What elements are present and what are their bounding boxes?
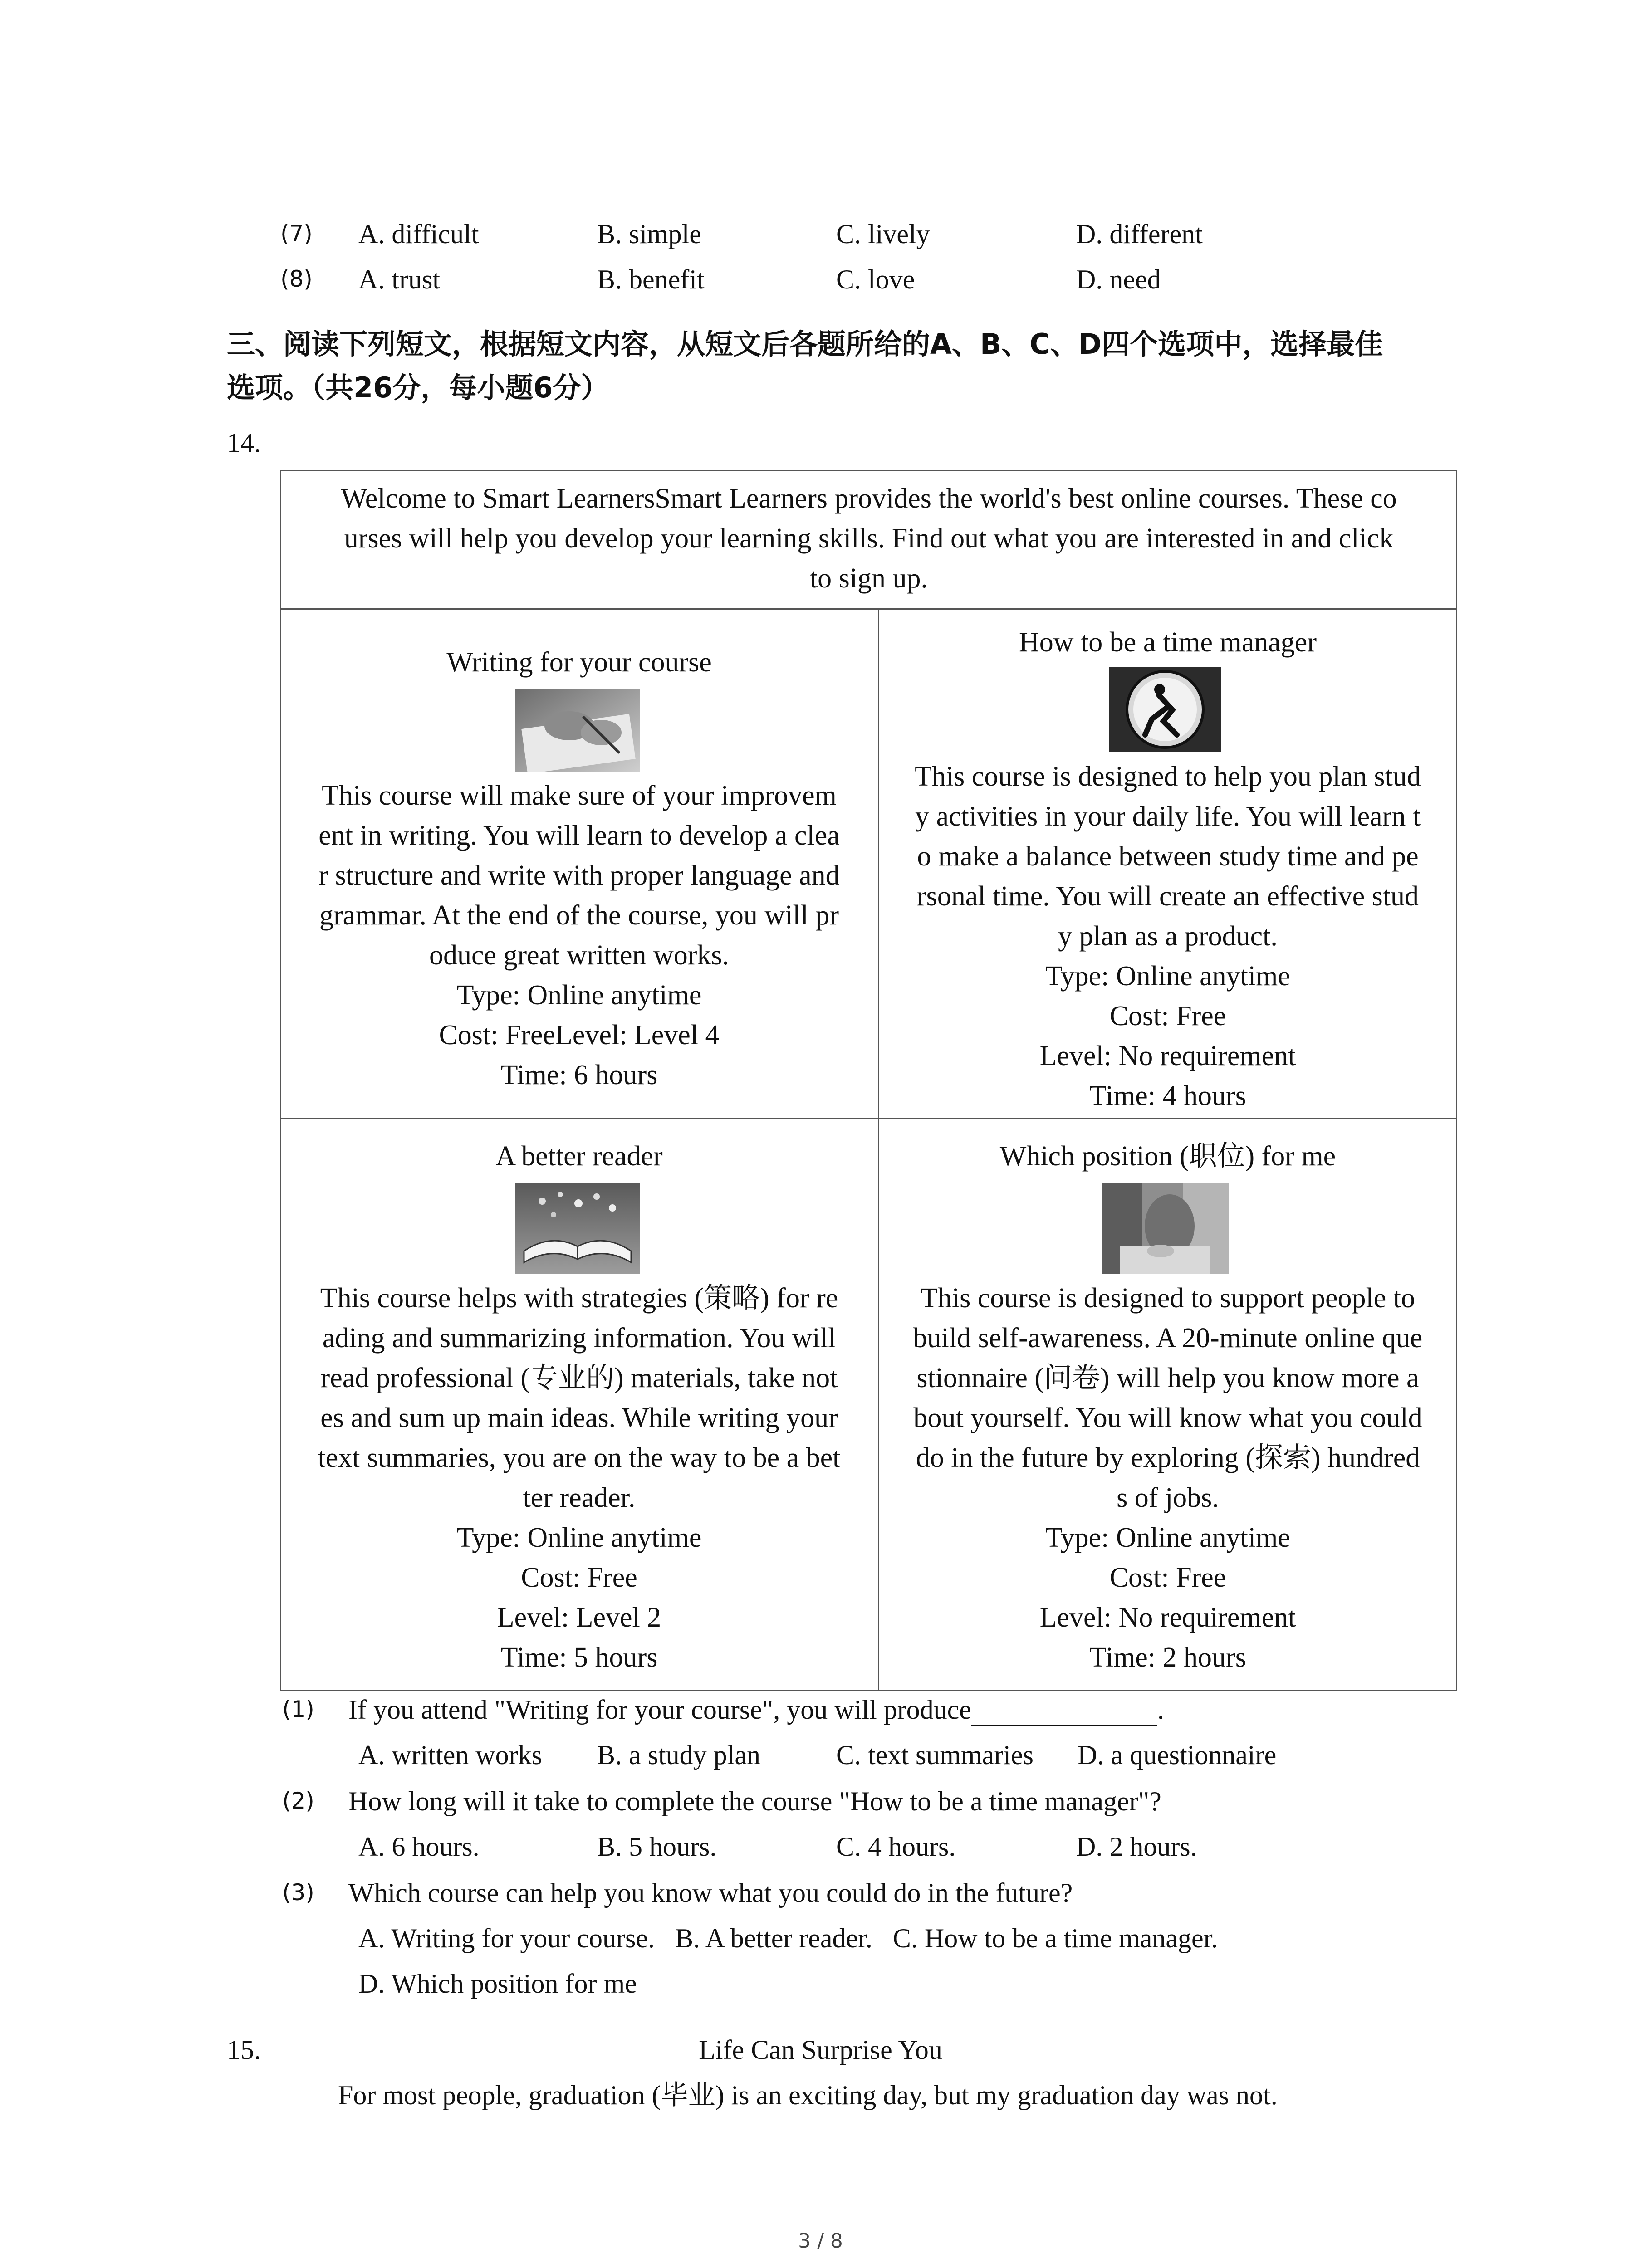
table-intro: [281, 479, 1456, 598]
sub-question-stem: Which course can help you know what you could do in the future?: [348, 1878, 1073, 1908]
option-line: A. Writing for your course. B. A better reader. C. How to be a time manager.: [358, 1923, 1218, 1953]
page-number: 3 / 8: [798, 2229, 843, 2253]
question-14-number: 14.: [227, 428, 261, 458]
course-title: Writing for your course: [446, 647, 712, 678]
course-title: How to be a time manager: [1019, 627, 1317, 658]
course-description: This course is designed to support people to build self-awareness. A 20-minute online que stionnaire (问卷) will help you know more a bout yourself. You will know what you could do in the future by exploring (探索) hundred s of jobs. Type: Online anytime Cost: Free Level: No requirement Time: 2 hours: [913, 1283, 1423, 1673]
course-title: Which position (职位) for me: [999, 1141, 1336, 1172]
sub-question-number: (2): [282, 1788, 314, 1814]
question-number: (7): [280, 220, 313, 247]
option-d: D. a questionnaire: [1078, 1740, 1277, 1770]
section-heading-line1: 三、阅读下列短文，根据短文内容，从短文后各题所给的A、B、C、D四个选项中，选择最佳: [227, 327, 1383, 361]
option-d: D. different: [1076, 219, 1203, 249]
open-book-photo: [515, 1183, 640, 1274]
option-a: A. trust: [358, 264, 440, 294]
passage-title: Life Can Surprise You: [699, 2035, 942, 2065]
table-divider: [878, 608, 879, 1691]
sub-question-number: (3): [282, 1879, 314, 1906]
course-description: This course will make sure of your improvem ent in writing. You will learn to develop a clea r structure and write with proper language and grammar. At the end of the course, you will pr oduce great written works. Type: Online anytime Cost: FreeLevel: Level 4 Time: 6 hours: [318, 780, 840, 1090]
intro-line: urses will help you develop your learning skills. Find out what you are interested in and click: [344, 523, 1394, 554]
option-d: D. Which position for me: [358, 1969, 637, 1999]
option-b: B. a study plan: [597, 1740, 760, 1770]
interview-photo: [1102, 1183, 1229, 1274]
sub-question-stem: If you attend "Writing for your course", you will produce .: [348, 1693, 1164, 1726]
course-description: This course helps with strategies (策略) for re ading and summarizing information. You will read professional (专业的) materials, take not es and sum up main ideas. While writing your text summaries, you are on the way to be a bet ter reader. Type: Online anytime Cost: Free Level: Level 2 Time: 5 hours: [318, 1283, 841, 1673]
option-a: A. difficult: [358, 219, 479, 249]
course-description: This course is designed to help you plan stud y activities in your daily life. You will learn t o make a balance between study time and pe rsonal time. You will create an effective stud y plan as a product. Type: Online anytime Cost: Free Level: No requirement Time: 4 hours: [915, 761, 1421, 1111]
table-divider: [280, 608, 1457, 610]
passage-first-line: For most people, graduation (毕业) is an exciting day, but my graduation day was not.: [338, 2080, 1278, 2110]
course-title: A better reader: [495, 1141, 663, 1172]
table-divider: [280, 1118, 1457, 1119]
sub-question-stem: How long will it take to complete the course "How to be a time manager"?: [348, 1786, 1161, 1816]
option-c: C. lively: [836, 219, 930, 249]
answer-blank: [971, 1697, 1157, 1726]
intro-line: to sign up.: [809, 563, 928, 594]
option-b: B. 5 hours.: [597, 1832, 717, 1862]
writing-hands-photo: [515, 689, 640, 772]
option-b: B. benefit: [597, 264, 705, 294]
sub-question-number: (1): [282, 1696, 314, 1722]
clock-runner-photo: [1109, 667, 1221, 752]
option-c: C. 4 hours.: [836, 1832, 956, 1862]
section-heading-line2: 选项。（共26分，每小题6分）: [227, 371, 609, 404]
intro-line: Welcome to Smart LearnersSmart Learners provides the world's best online courses. These co: [341, 483, 1397, 514]
question-number: (8): [280, 266, 313, 292]
option-c: C. text summaries: [836, 1740, 1034, 1770]
option-a: A. 6 hours.: [358, 1832, 480, 1862]
option-d: D. need: [1076, 264, 1161, 294]
option-a: A. written works: [358, 1740, 542, 1770]
option-c: C. love: [836, 264, 915, 294]
option-b: B. simple: [597, 219, 702, 249]
option-d: D. 2 hours.: [1076, 1832, 1197, 1862]
question-15-number: 15.: [227, 2035, 261, 2065]
